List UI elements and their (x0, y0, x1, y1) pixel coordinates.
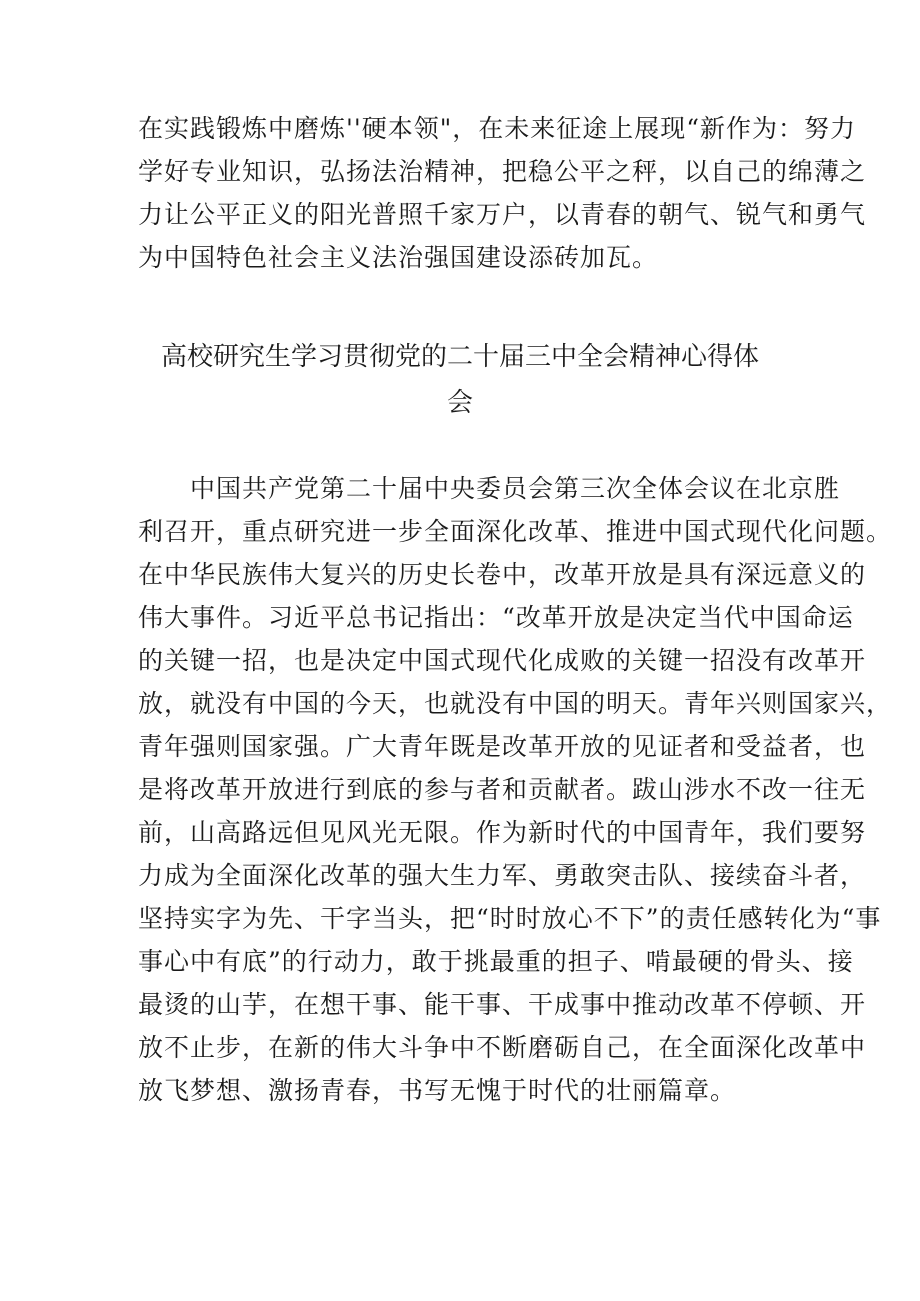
intro-line: 力让公平正义的阳光普照千家万户，以青春的朝气、锐气和勇气 (138, 200, 867, 229)
body-line: 在中华民族伟大复兴的历史长卷中，改革开放是具有深远意义的 (138, 560, 867, 589)
body-line: 前，山高路远但见风光无限。作为新时代的中国青年，我们要努 (138, 818, 867, 847)
body-line: 伟大事件。习近平总书记指出：“改革开放是决定当代中国命运 (138, 603, 854, 632)
body-line: 的关键一招，也是决定中国式现代化成败的关键一招没有改革开 (138, 646, 867, 675)
body-line: 坚持实字为先、干字当头，把“时时放心不下”的责任感转化为“事 (138, 904, 882, 933)
body-line: 放飞梦想、激扬青春，书写无愧于时代的壮丽篇章。 (138, 1076, 737, 1105)
body-line: 事心中有底”的行动力，敢于挑最重的担子、啃最硬的骨头、接 (138, 947, 854, 976)
article-title-line: 会 (446, 388, 473, 418)
article-title-line: 高校研究生学习贯彻党的二十届三中全会精神心得体 (160, 342, 759, 372)
intro-line: 学好专业知识，弘扬法治精神，把稳公平之秤，以自己的绵薄之 (138, 157, 867, 186)
intro-line: 为中国特色社会主义法治强国建设添砖加瓦。 (138, 243, 659, 272)
body-line: 放不止步，在新的伟大斗争中不断磨砺自己，在全面深化改革中 (138, 1033, 867, 1062)
body-line: 力成为全面深化改革的强大生力军、勇敢突击队、接续奋斗者， (138, 861, 867, 890)
body-line: 放，就没有中国的今天，也就没有中国的明天。青年兴则国家兴， (138, 689, 893, 718)
intro-line: 在实践锻炼中磨炼''硬本领"，在未来征途上展现“新作为：努力 (138, 114, 857, 143)
body-line: 最烫的山芋，在想干事、能干事、干成事中推动改革不停顿、开 (138, 990, 867, 1019)
body-line: 青年强则国家强。广大青年既是改革开放的见证者和受益者，也 (138, 732, 867, 761)
body-line: 利召开，重点研究进一步全面深化改革、推进中国式现代化问题。 (138, 517, 893, 546)
body-line: 是将改革开放进行到底的参与者和贡献者。跋山涉水不改一往无 (138, 775, 867, 804)
body-line: 中国共产党第二十届中央委员会第三次全体会议在北京胜 (190, 474, 841, 503)
